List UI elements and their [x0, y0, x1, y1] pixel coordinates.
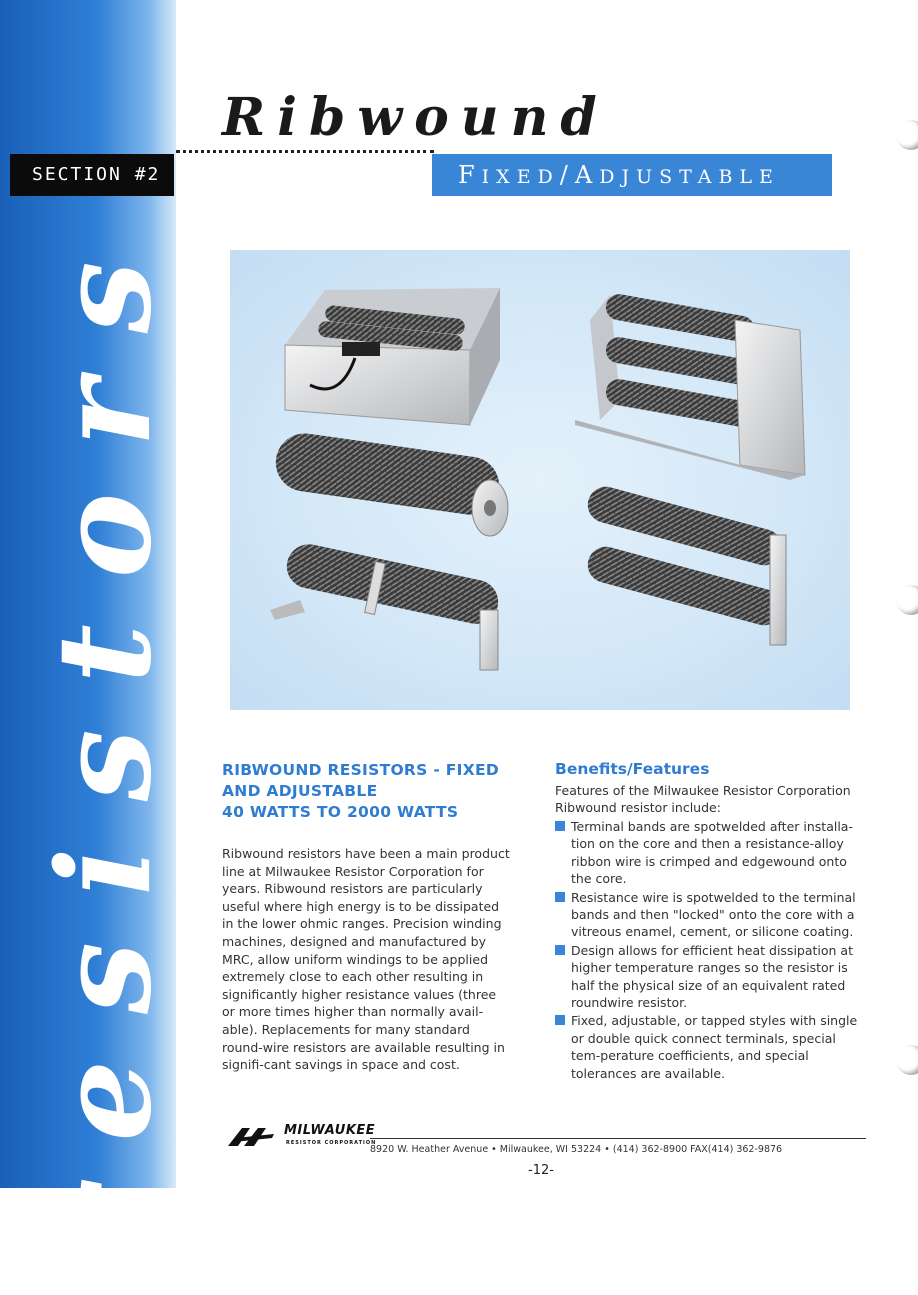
left-body-text: Ribwound resistors have been a main product line at Milwaukee Resistor Corporation for years. Ribwound resistors are particularly useful where high energy is to be dissipated in the lower ohmic ranges. Precision winding machines, designed and manufactured by MRC, allow uniform windings to be applied extremely close to each other resulting in significantly higher resistance values (three or more times higher than normally avail-able). Replacements for many standard round-wire resistors are available resulting in signifi-cant savings in space and cost. [222, 846, 510, 1073]
footer-address: 8920 W. Heather Avenue • Milwaukee, WI 53224 • (414) 362-8900 FAX(414) 362-9876 [370, 1144, 783, 1155]
list-item: Terminal bands are spotwelded after installa-tion on the core and then a resistance-alloy ribbon wire is crimped and edgewound onto the core. [555, 818, 865, 888]
left-heading-line-3: 40 WATTS TO 2000 WATTS [222, 803, 459, 821]
binder-hole-icon [896, 585, 918, 615]
footer-rule [370, 1138, 866, 1139]
benefits-intro: Features of the Milwaukee Resistor Corporation Ribwound resistor include: [555, 783, 851, 816]
bullet-square-icon [555, 1015, 565, 1025]
left-heading-line-2: AND ADJUSTABLE [222, 782, 378, 800]
resistor-illustration [230, 250, 850, 710]
product-photo [230, 250, 850, 710]
benefits-list [555, 818, 865, 1083]
page-number: -12- [528, 1163, 554, 1178]
subtitle-bar: FIXED/ADJUSTABLE [432, 154, 832, 196]
list-item: Resistance wire is spotwelded to the terminal bands and then "locked" onto the core with a vitreous enamel, cement, or silicone coating. [555, 889, 865, 941]
binder-hole-icon [896, 1045, 918, 1075]
section-label: SECTION #2 [10, 154, 174, 196]
page-title: Ribwound [222, 87, 609, 148]
vertical-word-resistors: resistors [30, 215, 180, 1255]
left-heading-line-1: RIBWOUND RESISTORS - FIXED [222, 761, 500, 779]
bullet-square-icon [555, 821, 565, 831]
left-heading [222, 760, 522, 823]
title-dotted-rule [176, 150, 434, 153]
milwaukee-logo-icon [228, 1124, 280, 1148]
logo-subtitle: RESISTOR CORPORATION [286, 1140, 377, 1146]
benefits-heading: Benefits/Features [555, 760, 710, 778]
bullet-square-icon [555, 892, 565, 902]
bullet-square-icon [555, 945, 565, 955]
logo-name: MILWAUKEE [284, 1123, 376, 1138]
list-item: Design allows for efficient heat dissipation at higher temperature ranges so the resistor is half the physical size of an equivalent rated roundwire resistor. [555, 942, 865, 1012]
list-item: Fixed, adjustable, or tapped styles with single or double quick connect terminals, special tem-perature coefficients, and special tolerances are available. [555, 1012, 865, 1082]
binder-hole-icon [896, 120, 918, 150]
